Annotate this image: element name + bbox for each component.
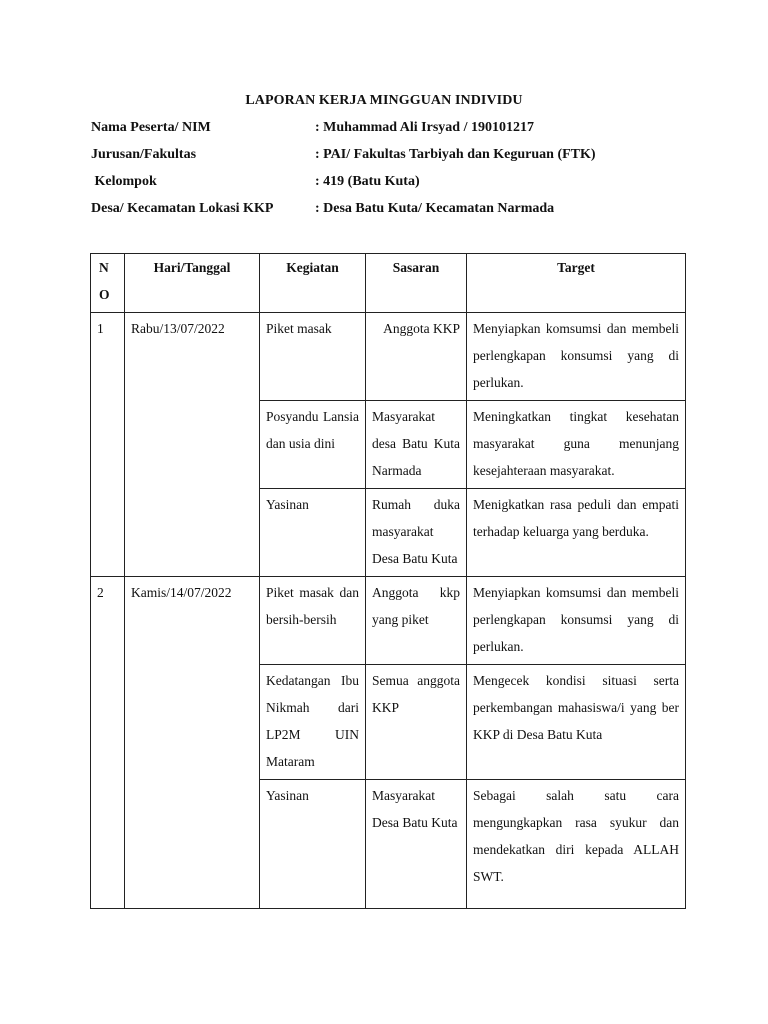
activity-cell: Piket masak [260, 313, 366, 401]
info-label: Nama Peserta/ NIM [91, 120, 211, 135]
target-cell: Meningkatkan tingkat kesehatan masyarakat guna menunjang kesejahteraan masyarakat. [467, 401, 686, 489]
target-cell: Menyiapkan komsumsi dan membeli perlengkapan konsumsi yang di perlukan. [467, 577, 686, 665]
target-cell: Mengecek kondisi situasi serta perkembangan mahasiswa/i yang ber KKP di Desa Batu Kuta [467, 665, 686, 780]
activity-cell: Posyandu Lansia dan usia dini [260, 401, 366, 489]
info-label: Desa/ Kecamatan Lokasi KKP [91, 201, 274, 216]
document-title: LAPORAN KERJA MINGGUAN INDIVIDU [245, 93, 523, 108]
activity-cell: Yasinan [260, 780, 366, 909]
header-activity: Kegiatan [260, 254, 366, 313]
info-value: : PAI/ Fakultas Tarbiyah dan Keguruan (FTK) [315, 147, 596, 162]
row-number: 2 [91, 577, 125, 909]
info-value: : Desa Batu Kuta/ Kecamatan Narmada [315, 201, 555, 216]
activity-cell: Kedatangan Ibu Nikmah dari LP2M UIN Mataram [260, 665, 366, 780]
target-cell: Menigkatkan rasa peduli dan empati terhadap keluarga yang berduka. [467, 489, 686, 577]
header-target: Target [467, 254, 686, 313]
target-cell: Sebagai salah satu cara mengungkapkan rasa syukur dan mendekatkan diri kepada ALLAH SWT. [467, 780, 686, 909]
table-row [91, 577, 686, 665]
header-target-group: Sasaran [366, 254, 467, 313]
header-date: Hari/Tanggal [125, 254, 260, 313]
row-date: Rabu/13/07/2022 [125, 313, 260, 577]
activity-cell: Yasinan [260, 489, 366, 577]
info-value: : Muhammad Ali Irsyad / 190101217 [315, 120, 534, 135]
activity-cell: Piket masak dan bersih-bersih [260, 577, 366, 665]
info-label: Jurusan/Fakultas [91, 147, 197, 162]
weekly-report-table [90, 253, 686, 909]
target-group-cell: Anggota kkp yang piket [366, 577, 467, 665]
target-group-cell: Semua anggota KKP [366, 665, 467, 780]
info-label: Kelompok [91, 174, 157, 189]
target-group-cell: Anggota KKP [366, 313, 467, 401]
table-header-row [91, 254, 686, 313]
target-group-cell: Masyarakat Desa Batu Kuta [366, 780, 467, 909]
target-group-cell: Masyarakat desa Batu Kuta Narmada [366, 401, 467, 489]
table-row [91, 313, 686, 401]
row-date: Kamis/14/07/2022 [125, 577, 260, 909]
target-group-cell: Rumah duka masyarakat Desa Batu Kuta [366, 489, 467, 577]
target-cell: Menyiapkan komsumsi dan membeli perlengkapan konsumsi yang di perlukan. [467, 313, 686, 401]
info-value: : 419 (Batu Kuta) [315, 174, 420, 189]
row-number: 1 [91, 313, 125, 577]
header-no: N O [91, 254, 125, 313]
